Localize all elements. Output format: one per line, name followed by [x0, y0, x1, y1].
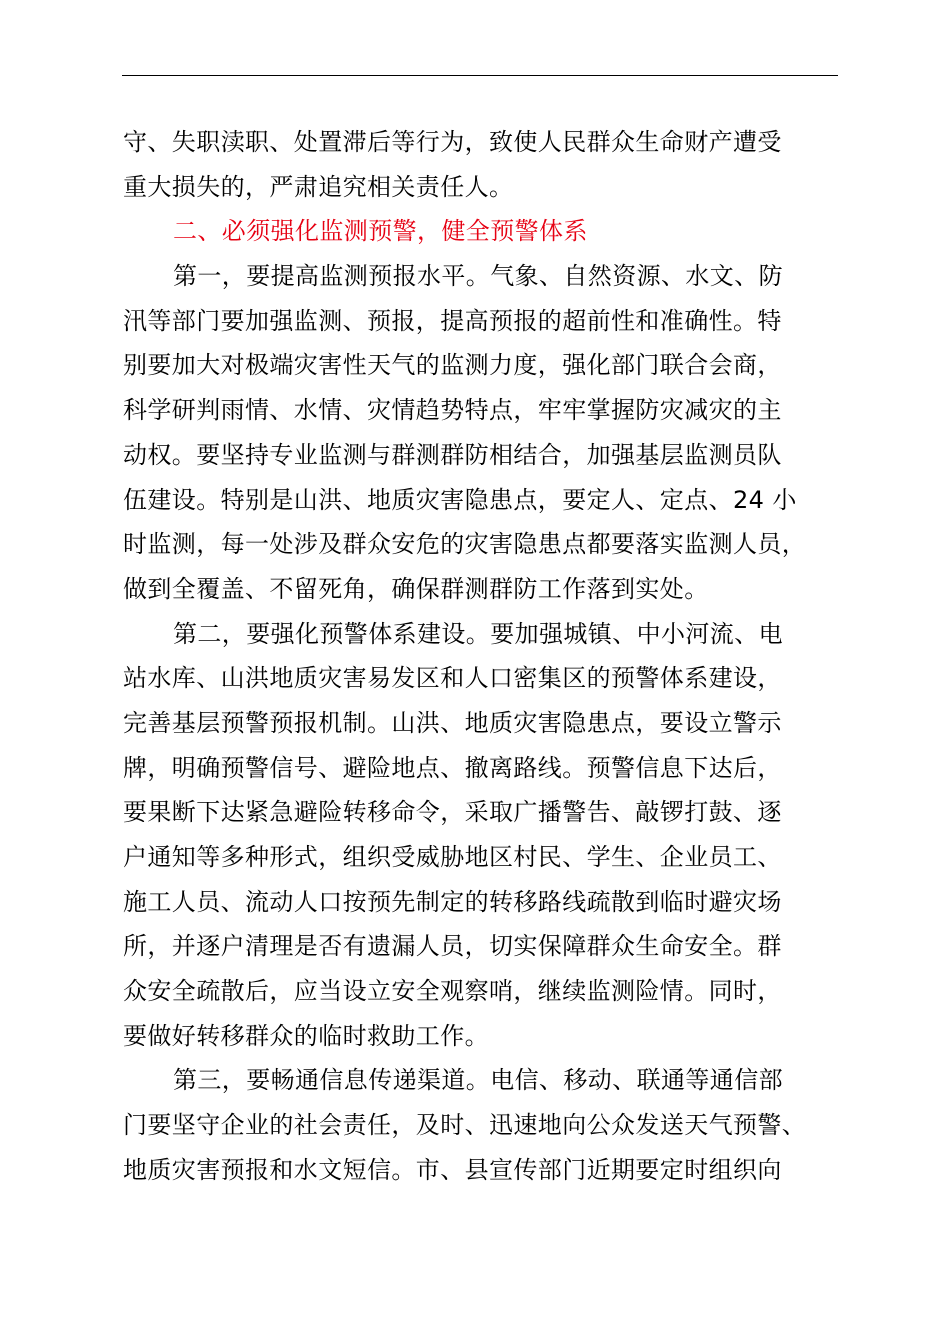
paragraph-line: 伍建设。特别是山洪、地质灾害隐患点，要定人、定点、24 小 [123, 485, 797, 514]
paragraph-line: 科学研判雨情、水情、灾情趋势特点，牢牢掌握防灾减灾的主 [123, 396, 782, 425]
paragraph-line: 做到全覆盖、不留死角，确保群测群防工作落到实处。 [123, 574, 709, 603]
paragraph-line: 第三，要畅通信息传递渠道。电信、移动、联通等通信部 [173, 1066, 783, 1095]
section-heading: 二、必须强化监测预警，健全预警体系 [173, 217, 588, 246]
paragraph-line: 动权。要坚持专业监测与群测群防相结合，加强基层监测员队 [123, 440, 782, 469]
paragraph-line: 地质灾害预报和水文短信。市、县宣传部门近期要定时组织向 [123, 1155, 782, 1184]
paragraph-line: 户通知等多种形式，组织受威胁地区村民、学生、企业员工、 [123, 843, 782, 871]
paragraph-line: 众安全疏散后，应当设立安全观察哨，继续监测险情。同时， [123, 977, 782, 1006]
document-body [123, 120, 843, 1193]
paragraph-line: 要做好转移群众的临时救助工作。 [123, 1021, 489, 1050]
header-rule [122, 75, 838, 76]
paragraph-line: 汛等部门要加强监测、预报，提高预报的超前性和准确性。特 [123, 306, 782, 335]
paragraph-line: 守、失职渎职、处置滞后等行为，致使人民群众生命财产遭受 [123, 128, 782, 156]
paragraph-line: 重大损失的，严肃追究相关责任人。 [123, 172, 514, 201]
paragraph-line: 完善基层预警预报机制。山洪、地质灾害隐患点，要设立警示 [123, 708, 782, 737]
paragraph-line: 别要加大对极端灾害性天气的监测力度，强化部门联合会商， [123, 351, 782, 380]
paragraph-line: 牌，明确预警信号、避险地点、撤离路线。预警信息下达后， [123, 753, 782, 782]
paragraph-line: 门要坚守企业的社会责任，及时、迅速地向公众发送天气预警、 [123, 1111, 807, 1140]
paragraph-line: 施工人员、流动人口按预先制定的转移路线疏散到临时避灾场 [123, 887, 782, 916]
paragraph-line: 第二，要强化预警体系建设。要加强城镇、中小河流、电 [173, 619, 783, 648]
paragraph-line: 第一，要提高监测预报水平。气象、自然资源、水文、防 [173, 262, 783, 291]
paragraph-line: 要果断下达紧急避险转移命令，采取广播警告、敲锣打鼓、逐 [123, 798, 782, 827]
paragraph-line: 时监测，每一处涉及群众安危的灾害隐患点都要落实监测人员， [123, 530, 807, 559]
paragraph-line: 所，并逐户清理是否有遗漏人员，切实保障群众生命安全。群 [123, 932, 782, 961]
paragraph-line: 站水库、山洪地质灾害易发区和人口密集区的预警体系建设， [123, 664, 782, 693]
